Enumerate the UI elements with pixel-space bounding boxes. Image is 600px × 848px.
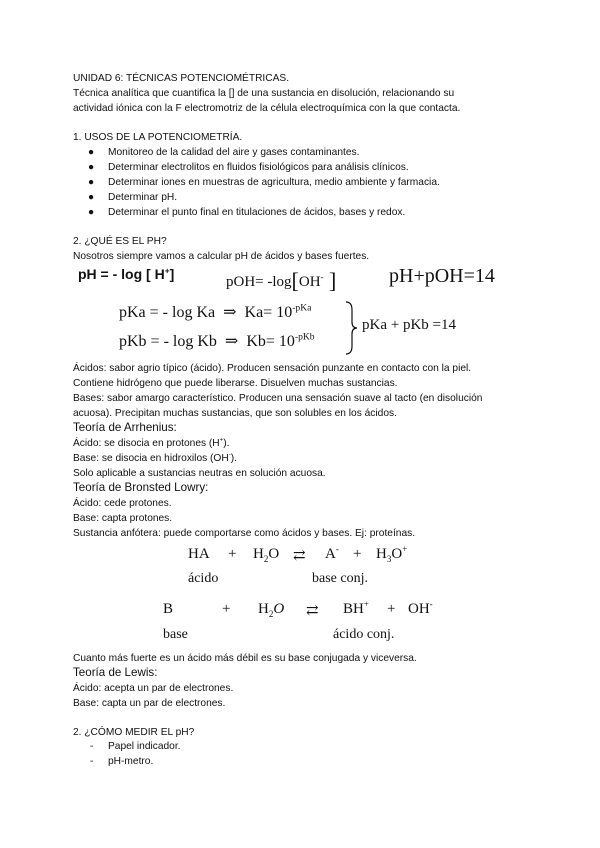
bronsted-base: Base: capta protones.: [73, 513, 173, 524]
list-item: pH-metro.: [108, 756, 154, 767]
eq1-h2o: $H_2O$: [253, 546, 280, 564]
arrhenius-acid: Ácido: se disocia en protones (H+).: [73, 436, 230, 449]
document-title: UNIDAD 6: TÉCNICAS POTENCIOMÉTRICAS.: [73, 73, 290, 84]
eq1-h3o: $H_3O^+$: [376, 544, 408, 564]
eq1-label-acid: ácido: [188, 571, 219, 586]
text-line: acuosa). Precipitan muchas sustancias, que son solubles en los ácidos.: [73, 408, 397, 419]
brace-icon: [344, 300, 358, 356]
eq2-label-conj-acid: ácido conj.: [333, 627, 395, 642]
bronsted-heading: Teoría de Bronsted Lowry:: [73, 481, 209, 494]
eq1-ha: HA: [188, 546, 210, 562]
bullet-icon: ●: [88, 177, 95, 188]
list-item: Monitoreo de la calidad del aire y gases contaminantes.: [108, 147, 360, 158]
arrhenius-heading: Teoría de Arrhenius:: [73, 421, 177, 434]
list-item: Determinar pH.: [108, 192, 178, 203]
eq2-bh: BH+: [343, 599, 369, 617]
arrhenius-base: Base: se disocia en hidroxilos (OH-).: [73, 451, 237, 464]
section2-heading: 2. ¿QUÉ ES EL PH?: [73, 236, 167, 247]
eq2-label-base: base: [163, 627, 188, 642]
section1-heading: 1. USOS DE LA POTENCIOMETRÍA.: [73, 132, 243, 143]
eq2-b: B: [163, 601, 174, 617]
eq1-a: A-: [325, 544, 339, 562]
equilibrium-arrow-icon: ⇄: [306, 603, 319, 619]
bullet-icon: ●: [88, 147, 95, 158]
bronsted-amphoteric: Sustancia anfótera: puede comportarse como ácidos y bases. Ej: proteínas.: [73, 528, 416, 539]
eq1-label-conj-base: base conj.: [312, 571, 368, 586]
bullet-icon: ●: [88, 162, 95, 173]
dash-icon: -: [90, 756, 94, 767]
pka-pkb-formula: pKa + pKb =14: [362, 317, 456, 333]
lewis-acid: Ácido: acepta un par de electrones.: [73, 683, 234, 694]
eq1-plus: +: [228, 546, 237, 562]
ph-poh-sum: pH+pOH=14: [389, 265, 495, 287]
text-line: Contiene hidrógeno que puede liberarse. Disuelven muchas sustancias.: [73, 378, 398, 389]
list-item: Determinar electrolitos en fluidos fisiológicos para análisis clínicos.: [108, 162, 409, 173]
eq1-plus: +: [353, 546, 362, 562]
lewis-base: Base: capta un par de electrones.: [73, 698, 226, 709]
eq2-h2o: $H_2O$: [258, 601, 285, 619]
list-item: Papel indicador.: [108, 741, 181, 752]
eq2-oh: OH-: [408, 599, 433, 617]
pkb-formula: pKb = - log Kb ⇒ $Kb= 10^{-pKb}$: [119, 331, 315, 350]
lewis-heading: Teoría de Lewis:: [73, 666, 158, 679]
arrhenius-note: Solo aplicable a sustancias neutras en solución acuosa.: [73, 468, 326, 479]
dash-icon: -: [90, 741, 94, 752]
conjugate-note: Cuanto más fuerte es un ácido más débil es su base conjugada y viceversa.: [73, 653, 417, 664]
bullet-icon: ●: [88, 207, 95, 218]
list-item: Determinar el punto final en titulaciones de ácidos, bases y redox.: [108, 207, 406, 218]
equilibrium-arrow-icon: ⇄: [293, 548, 306, 564]
eq2-plus: +: [222, 601, 231, 617]
list-item: Determinar iones en muestras de agricultura, medio ambiente y farmacia.: [108, 177, 440, 188]
bullet-icon: ●: [88, 192, 95, 203]
intro-line-1: Técnica analítica que cuantifica la [] de una sustancia en disolución, relacionando su: [73, 88, 455, 99]
section2-intro: Nosotros siempre vamos a calcular pH de ácidos y bases fuertes.: [73, 251, 370, 262]
poh-formula: pOH= -log[OH- ]: [226, 268, 337, 293]
section3-heading: 2. ¿CÓMO MEDIR EL pH?: [73, 727, 195, 738]
eq2-plus: +: [387, 601, 396, 617]
ph-formula: pH = - log [ H+]: [78, 265, 175, 282]
bronsted-acid: Ácido: cede protones.: [73, 498, 172, 509]
intro-line-2: actividad iónica con la F electromotriz de la célula electroquímica con la que contacta.: [73, 103, 461, 114]
text-line: Ácidos: sabor agrio típico (ácido). Producen sensación punzante en contacto con la piel.: [73, 363, 472, 374]
text-line: Bases: sabor amargo característico. Producen una sensación suave al tacto (en disolución: [73, 393, 483, 404]
pka-formula: pKa = - log Ka ⇒ $Ka= 10^{-pKa}$: [119, 302, 312, 321]
